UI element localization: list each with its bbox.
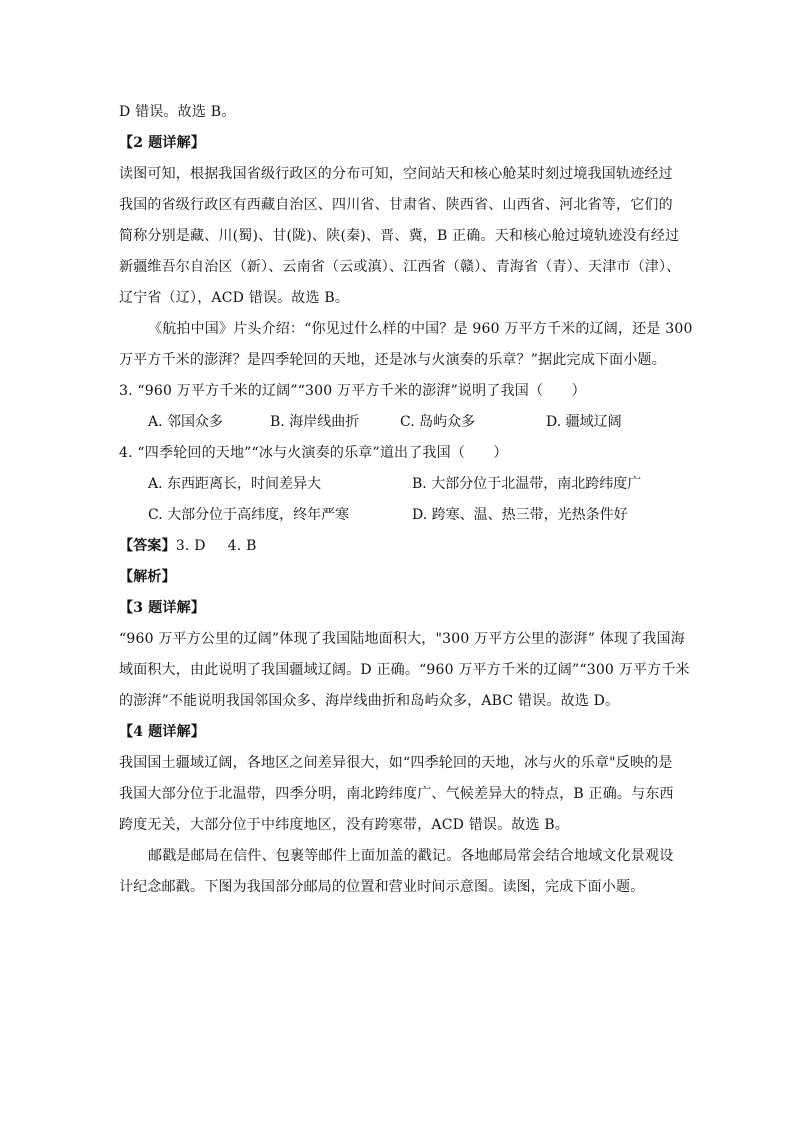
- text-line: 我国国土疆域辽阔，各地区之间差异很大，如“四季轮回的天地，冰与火的乐章"反映的是: [119, 755, 673, 771]
- text-line: 跨度无关，大部分位于中纬度地区，没有跨寒带，ACD 错误。故选 B。: [119, 817, 570, 833]
- text-line: D 错误。故选 B。: [119, 104, 236, 120]
- text-line: 新疆维吾尔自治区（新）、云南省（云或滇）、江西省（赣）、青海省（青）、天津市（津）、: [119, 259, 681, 275]
- text-line: 我国的省级行政区有西藏自治区、四川省、甘肃省、陕西省、山西省、河北省等，它们的: [119, 197, 673, 213]
- question-3-stem: 3. “960 万平方千米的辽阔”“300 万平方千米的澎湃”说明了我国（ ）: [119, 383, 586, 399]
- passage-line: 万平方千米的澎湃？是四季轮回的天地，还是冰与火演奏的乐章？”据此完成下面小题。: [119, 352, 666, 368]
- option-c: C. 岛屿众多: [400, 414, 476, 430]
- section-heading-q4-detail: 【4 题详解】: [119, 724, 206, 740]
- option-b: B. 海岸线曲折: [270, 414, 360, 430]
- option-d: D. 跨寒、温、热三带，光热条件好: [412, 507, 628, 523]
- text-line: 域面积大，由此说明了我国疆域辽阔。D 正确。“960 万平方千米的辽阔”“300 万平方千米: [119, 662, 690, 678]
- option-a: A. 东西距离长，时间差异大: [148, 476, 322, 492]
- document-page: [119, 97, 693, 903]
- option-d: D. 疆域辽阔: [546, 414, 622, 430]
- option-c: C. 大部分位于高纬度，终年严寒: [148, 507, 350, 523]
- passage-line: 邮戳是邮局在信件、包裹等邮件上面加盖的戳记。各地邮局常会结合地域文化景观设: [148, 848, 674, 864]
- passage-line: 《航拍中国》片头介绍：“你见过什么样的中国？是 960 万平方千米的辽阔，还是 300: [148, 321, 693, 337]
- question-4-stem: 4. “四季轮回的天地”“冰与火演奏的乐章”道出了我国（ ）: [119, 445, 508, 461]
- question-4-options-row1: [119, 469, 679, 500]
- answer-line: [119, 531, 679, 562]
- text-line: 读图可知，根据我国省级行政区的分布可知，空间站天和核心舱某时刻过境我国轨迹经过: [119, 166, 673, 182]
- option-b: B. 大部分位于北温带，南北跨纬度广: [412, 476, 642, 492]
- answer-q3: 3. D: [175, 538, 206, 554]
- text-line: 我国大部分位于北温带，四季分明，南北跨纬度广、气候差异大的特点，B 正确。与东西: [119, 786, 674, 802]
- text-line: 简称分别是藏、川(蜀)、甘(陇)、陕(秦)、晋、冀，B 正确。天和核心舱过境轨迹没有经过: [119, 228, 680, 244]
- question-3-options: [119, 407, 679, 438]
- answer-label: 【答案】: [119, 538, 176, 554]
- text-line: “960 万平方公里的辽阔”体现了我国陆地面积大，"300 万平方公里的澎湃” 体现了我国海: [119, 631, 685, 647]
- text-line: 辽宁省（辽），ACD 错误。故选 B。: [119, 290, 350, 306]
- section-heading-q3-detail: 【3 题详解】: [119, 600, 206, 616]
- analysis-heading: 【解析】: [119, 569, 176, 585]
- text-line: 的澎湃”不能说明我国邻国众多、海岸线曲折和岛屿众多，ABC 错误。故选 D。: [119, 693, 620, 709]
- answer-q4: 4. B: [227, 538, 257, 554]
- option-a: A. 邻国众多: [148, 414, 224, 430]
- passage-line: 计纪念邮戳。下图为我国部分邮局的位置和营业时间示意图。读图，完成下面小题。: [119, 879, 645, 895]
- section-heading-q2-detail: 【2 题详解】: [119, 135, 206, 151]
- question-4-options-row2: [119, 500, 679, 531]
